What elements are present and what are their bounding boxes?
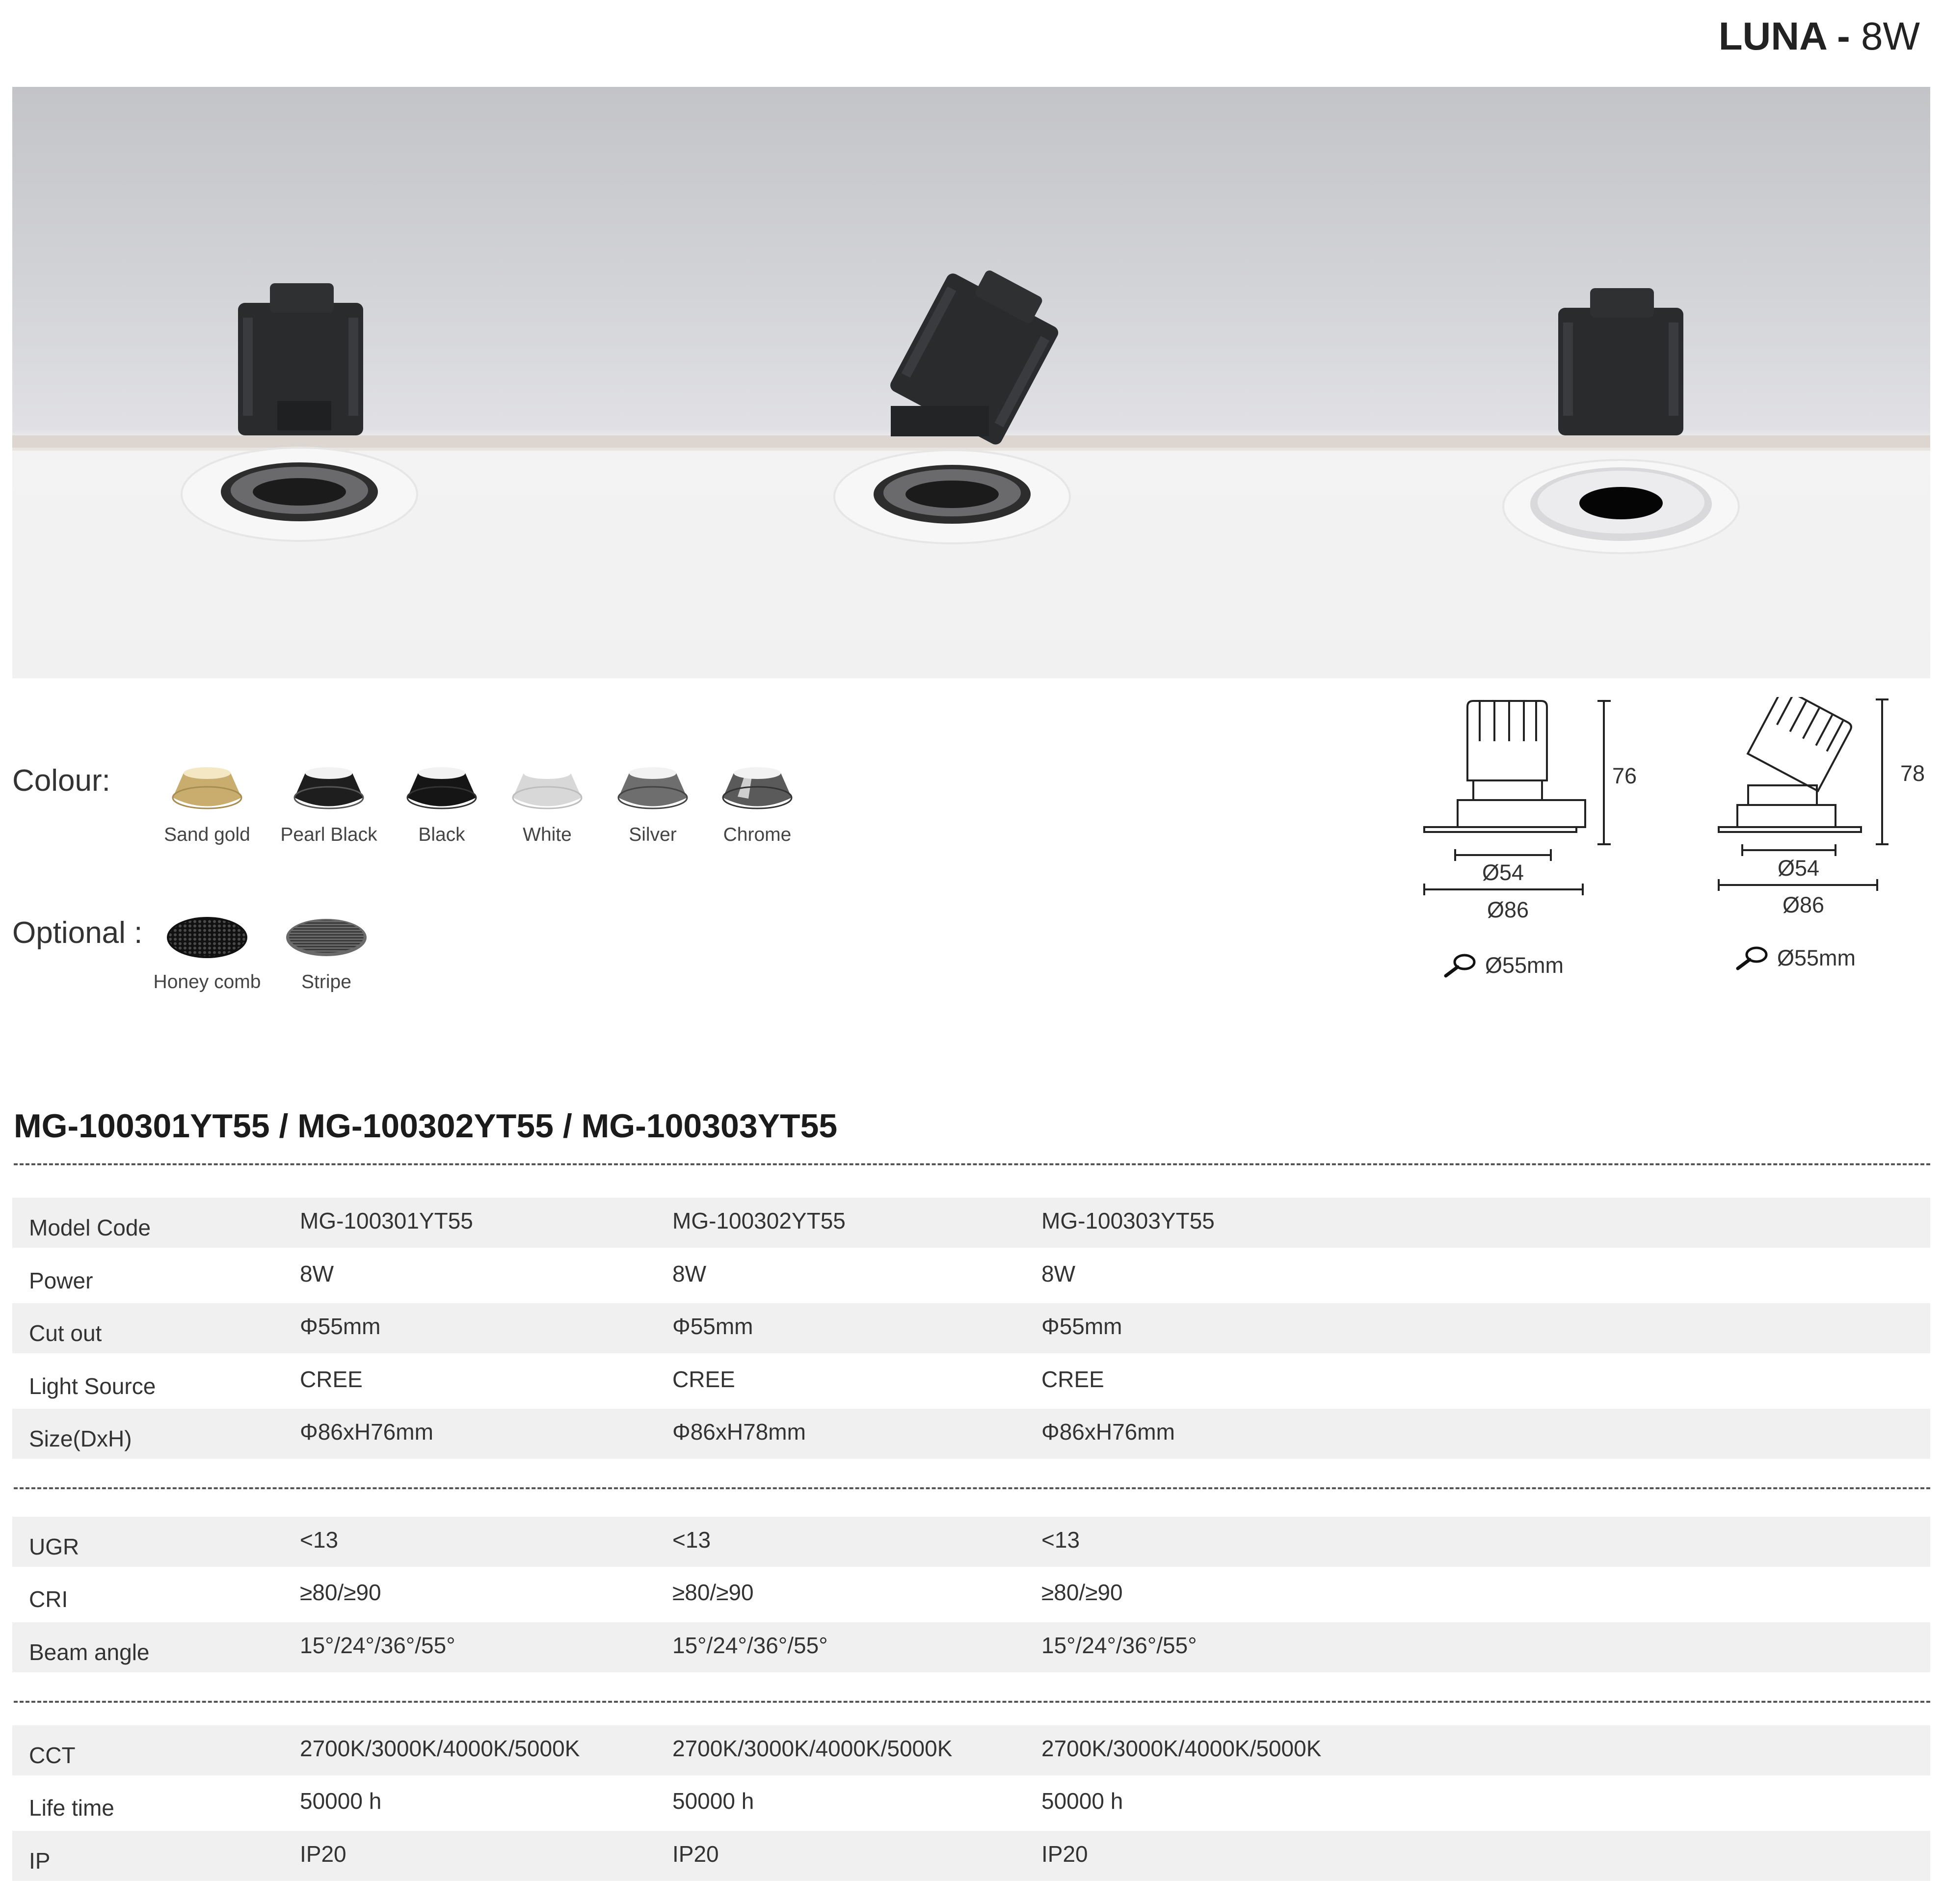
reflector-icon [290, 758, 368, 817]
swatch-label: Silver [629, 824, 677, 845]
spec-value: Φ86xH76mm [300, 1419, 433, 1445]
swatch-sand-gold [153, 758, 261, 846]
product-power: 8W [1861, 14, 1920, 58]
swatch-black [388, 758, 496, 846]
optional-item-label: Stripe [301, 971, 351, 992]
inner-diameter-label: Ø54 [1482, 860, 1524, 885]
inner-diameter-label: Ø54 [1778, 856, 1820, 881]
spec-value: 15°/24°/36°/55° [672, 1633, 828, 1658]
spec-value: 15°/24°/36°/55° [300, 1633, 455, 1658]
spec-label: IP [29, 1848, 51, 1874]
optional-label: Optional : [12, 916, 143, 950]
spec-row [12, 1356, 1930, 1406]
spec-label: UGR [29, 1534, 80, 1559]
spec-row [12, 1517, 1930, 1567]
swatch-label: Black [418, 824, 465, 845]
spec-value: Φ55mm [672, 1314, 753, 1339]
spec-value: MG-100301YT55 [300, 1208, 473, 1234]
spec-value: CREE [1041, 1367, 1104, 1392]
spec-value: IP20 [672, 1841, 719, 1867]
spec-value: Φ55mm [300, 1314, 381, 1339]
swatch-pearl-black [275, 758, 383, 846]
outer-diameter-label: Ø86 [1487, 897, 1529, 922]
divider [14, 1487, 1930, 1489]
swatch-white [493, 758, 601, 846]
dimension-drawing-fixed [1418, 697, 1639, 903]
product-title [1719, 14, 1920, 59]
spec-row [12, 1251, 1930, 1301]
optional-item-label: Honey comb [153, 971, 261, 992]
spec-value: MG-100303YT55 [1041, 1208, 1215, 1234]
spec-value: CREE [672, 1367, 735, 1392]
spec-label: Beam angle [29, 1639, 150, 1665]
cutout-label: Ø55mm [1777, 945, 1856, 970]
downlight-1 [182, 283, 417, 541]
optional-honeycomb [153, 911, 261, 993]
models-heading: MG-100301YT55 / MG-100302YT55 / MG-100303YT55 [14, 1107, 838, 1145]
height-label: 78 [1900, 761, 1925, 786]
spec-value: 8W [1041, 1261, 1075, 1287]
swatch-label: Pearl Black [280, 824, 377, 845]
reflector-icon [508, 758, 586, 817]
cutout-size [1735, 945, 1856, 971]
spec-value: ≥80/≥90 [300, 1580, 381, 1605]
downlight-2 [834, 254, 1070, 543]
spec-value: 15°/24°/36°/55° [1041, 1633, 1197, 1658]
spec-value: Φ55mm [1041, 1314, 1122, 1339]
spec-label: Model Code [29, 1215, 151, 1240]
spec-value: <13 [300, 1527, 339, 1553]
hole-saw-icon [1443, 952, 1477, 979]
spec-row [12, 1569, 1930, 1619]
spec-label: Cut out [29, 1320, 102, 1346]
swatch-chrome [703, 758, 811, 846]
swatch-label: Chrome [723, 824, 792, 845]
spec-label: Life time [29, 1795, 114, 1821]
divider [14, 1163, 1930, 1165]
spec-value: 50000 h [300, 1788, 382, 1814]
outer-diameter-label: Ø86 [1782, 892, 1825, 917]
reflector-icon [613, 758, 692, 817]
spec-value: MG-100302YT55 [672, 1208, 846, 1234]
swatch-label: White [523, 824, 572, 845]
spec-label: Light Source [29, 1373, 156, 1399]
spec-value: IP20 [1041, 1841, 1088, 1867]
hole-saw-icon [1735, 945, 1769, 971]
spec-value: <13 [1041, 1527, 1080, 1553]
dimension-drawing-tilted [1713, 697, 1934, 903]
colour-label: Colour: [12, 764, 110, 798]
spec-value: CREE [300, 1367, 363, 1392]
spec-value: 50000 h [1041, 1788, 1123, 1814]
fixture-outline-icon [1418, 697, 1639, 903]
swatch-label: Sand gold [164, 824, 250, 845]
downlight-3 [1503, 288, 1739, 553]
spec-value: 2700K/3000K/4000K/5000K [672, 1736, 953, 1761]
fixture-outline-icon [1713, 697, 1934, 903]
cutout-size [1443, 952, 1564, 979]
product-name: LUNA - [1718, 14, 1861, 58]
spec-row [12, 1778, 1930, 1828]
stripe-icon [282, 911, 371, 965]
spec-row [12, 1198, 1930, 1248]
spec-value: IP20 [300, 1841, 346, 1867]
reflector-icon [402, 758, 481, 817]
height-label: 76 [1612, 763, 1637, 788]
spec-value: Φ86xH76mm [1041, 1419, 1175, 1445]
reflector-icon [718, 758, 797, 817]
spec-row [12, 1831, 1930, 1881]
spec-value: Φ86xH78mm [672, 1419, 806, 1445]
spec-value: ≥80/≥90 [1041, 1580, 1123, 1605]
spec-row [12, 1622, 1930, 1672]
spec-value: 8W [672, 1261, 706, 1287]
spec-label: CRI [29, 1586, 68, 1612]
spec-row [12, 1303, 1930, 1353]
spec-row [12, 1409, 1930, 1459]
spec-row [12, 1725, 1930, 1775]
divider [14, 1701, 1930, 1703]
spec-value: 2700K/3000K/4000K/5000K [300, 1736, 580, 1761]
spec-value: <13 [672, 1527, 711, 1553]
spec-label: Size(DxH) [29, 1426, 132, 1451]
spec-value: 50000 h [672, 1788, 754, 1814]
cutout-label: Ø55mm [1485, 953, 1564, 978]
spec-value: 8W [300, 1261, 334, 1287]
spec-value: 2700K/3000K/4000K/5000K [1041, 1736, 1322, 1761]
spec-label: Power [29, 1268, 93, 1293]
optional-stripe [272, 911, 380, 993]
swatch-silver [599, 758, 707, 846]
product-hero-image [12, 87, 1930, 678]
honeycomb-icon [163, 911, 251, 965]
spec-label: CCT [29, 1743, 76, 1768]
reflector-icon [168, 758, 246, 817]
spec-value: ≥80/≥90 [672, 1580, 754, 1605]
